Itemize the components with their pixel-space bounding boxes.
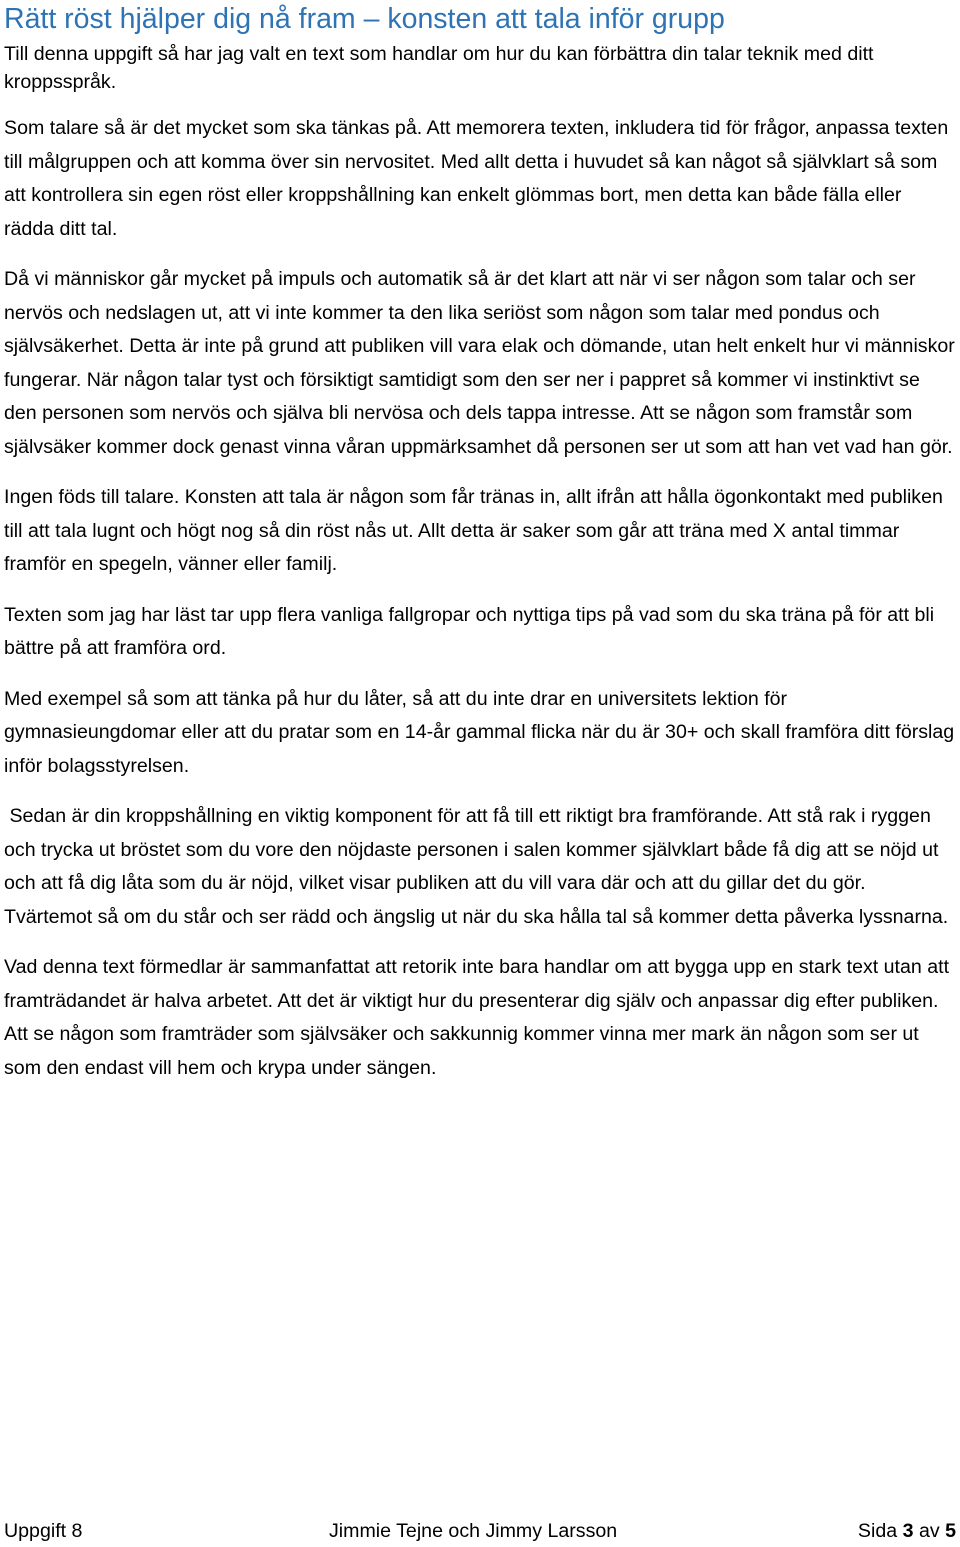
paragraph-pitfalls: Texten som jag har läst tar upp flera vanliga fallgropar och nyttiga tips på vad som du ska träna på för att bli bättre på att framföra ord. [4, 603, 935, 659]
paragraph-speaker: Som talare så är det mycket som ska tänkas på. Att memorera texten, inkludera tid för frågor, anpassa texten till målgruppen och att komma över sin nervositet. Med allt detta i huvudet så kan något så självklart så som att kontrollera sin egen röst eller kroppshållning kan enkelt glömmas bort, men detta kan både fälla eller rädda ditt tal. [4, 117, 949, 240]
footer-assignment: Uppgift 8 [4, 1520, 83, 1542]
paragraph-summary: Vad denna text förmedlar är sammanfattat att retorik inte bara handlar om att bygga upp en stark text utan att framträdandet är halva arbetet. Att det är viktigt hur du presenterar dig själv och anpassar dig efter publiken. Att se någon som framträder som självsäker och sakkunnig kommer vinna mer mark än någon som ser ut som den endast vill hem och krypa under sängen. [4, 956, 950, 1079]
paragraph-posture: Sedan är din kroppshållning en viktig komponent för att få till ett riktigt bra framförande. Att stå rak i ryggen och trycka ut bröstet som du vore den nöjdaste personen i salen kommer självklart både få dig att se nöjd ut och att få dig låta som du är nöjd, vilket visar publiken att du vill vara där och att du gillar det du gör. Tvärtemot så om du står och ser rädd och ängslig ut när du ska hålla tal så kommer detta påverka lyssnarna. [4, 805, 949, 928]
page-footer [4, 1516, 956, 1546]
paragraph-intro: Till denna uppgift så har jag valt en text som handlar om hur du kan förbättra din talar teknik med ditt kroppsspråk. [4, 43, 874, 93]
footer-authors: Jimmie Tejne och Jimmy Larsson [329, 1520, 618, 1542]
document-title: Rätt röst hjälper dig nå fram – konsten att tala inför grupp [4, 3, 725, 35]
page-current: 3 [902, 1520, 914, 1542]
document-body [4, 40, 956, 1102]
page-prefix: Sida [857, 1520, 898, 1542]
paragraph-impulse: Då vi människor går mycket på impuls och automatik så är det klart att när vi ser någon som talar och ser nervös och nedslagen ut, att vi inte kommer ta den lika seriöst som någon som talar med pondus och självsäkerhet. Detta är inte på grund att publiken vill vara elak och dömande, utan helt enkelt hur vi människor fungerar. När någon talar tyst och försiktigt samtidigt som den ser ner i pappret så kommer vi instinktivt se den personen som nervös och själva bli nervösa och dels tappa intresse. Att se någon som framstår som självsäker kommer dock genast vinna våran uppmärksamhet då personen ser ut som att han vet vad han gör. [4, 268, 955, 458]
paragraph-training: Ingen föds till talare. Konsten att tala är någon som får tränas in, allt ifrån att hålla ögonkontakt med publiken till att tala lugnt och högt nog så din röst nås ut. Allt detta är saker som går att träna med X antal timmar framför en spegeln, vänner eller familj. [4, 486, 943, 575]
paragraph-example: Med exempel så som att tänka på hur du låter, så att du inte drar en universitets lektion för gymnasieungdomar eller att du pratar som en 14-år gammal flicka när du är 30+ och skall framföra ditt förslag inför bolagsstyrelsen. [4, 687, 955, 777]
page-total: 5 [945, 1520, 956, 1542]
footer-page-number [858, 1516, 956, 1546]
page-mid: av [918, 1520, 940, 1542]
